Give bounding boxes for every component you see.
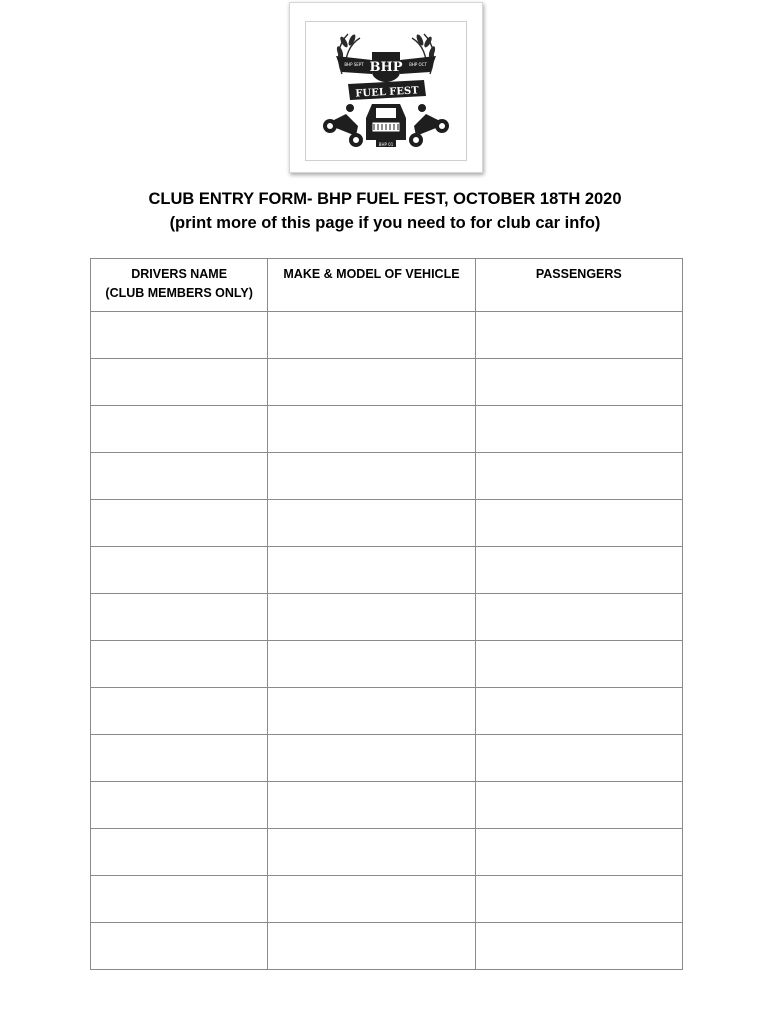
drivers-name-cell[interactable] <box>91 359 268 406</box>
drivers-name-cell[interactable] <box>91 547 268 594</box>
table-row <box>91 829 683 876</box>
table-body <box>91 312 683 970</box>
make-model-cell[interactable] <box>268 688 475 735</box>
make-model-cell[interactable] <box>268 547 475 594</box>
form-subtitle: (print more of this page if you need to for club car info) <box>169 214 601 232</box>
make-model-cell[interactable] <box>268 453 475 500</box>
table-row <box>91 312 683 359</box>
passengers-cell[interactable] <box>475 923 682 970</box>
drivers-name-cell[interactable] <box>91 688 268 735</box>
make-model-cell[interactable] <box>268 829 475 876</box>
header-drivers-name <box>91 259 268 312</box>
header-make-model <box>268 259 475 312</box>
logo-emblem-text: BHP <box>369 60 403 75</box>
drivers-name-cell[interactable] <box>91 453 268 500</box>
drivers-name-cell[interactable] <box>91 500 268 547</box>
header-passengers-line1: PASSENGERS <box>535 267 622 281</box>
drivers-name-cell[interactable] <box>91 594 268 641</box>
passengers-cell[interactable] <box>475 312 682 359</box>
club-entry-table <box>90 258 683 970</box>
passengers-cell[interactable] <box>475 594 682 641</box>
bhp-fuel-fest-logo <box>305 21 467 161</box>
table-header-row <box>91 259 683 312</box>
make-model-cell[interactable] <box>268 641 475 688</box>
header-drivers-name-line2: (CLUB MEMBERS ONLY) <box>105 286 253 300</box>
passengers-cell[interactable] <box>475 688 682 735</box>
passengers-cell[interactable] <box>475 547 682 594</box>
table-row <box>91 406 683 453</box>
header-passengers <box>475 259 682 312</box>
logo-right-tag: BHP OCT <box>409 62 427 67</box>
passengers-cell[interactable] <box>475 406 682 453</box>
header-make-model-line1: MAKE & MODEL OF VEHICLE <box>283 267 460 281</box>
drivers-name-cell[interactable] <box>91 735 268 782</box>
passengers-cell[interactable] <box>475 829 682 876</box>
form-title: CLUB ENTRY FORM- BHP FUEL FEST, OCTOBER 18TH 2020 <box>148 190 622 208</box>
drivers-name-cell[interactable] <box>91 641 268 688</box>
logo-frame <box>289 2 483 173</box>
table-row <box>91 500 683 547</box>
make-model-cell[interactable] <box>268 359 475 406</box>
table-row <box>91 923 683 970</box>
passengers-cell[interactable] <box>475 735 682 782</box>
table-row <box>91 782 683 829</box>
drivers-name-cell[interactable] <box>91 406 268 453</box>
make-model-cell[interactable] <box>268 876 475 923</box>
table-row <box>91 876 683 923</box>
passengers-cell[interactable] <box>475 782 682 829</box>
make-model-cell[interactable] <box>268 500 475 547</box>
drivers-name-cell[interactable] <box>91 782 268 829</box>
logo-left-tag: BHP SEPT <box>344 62 364 67</box>
make-model-cell[interactable] <box>268 782 475 829</box>
table-row <box>91 735 683 782</box>
make-model-cell[interactable] <box>268 923 475 970</box>
make-model-cell[interactable] <box>268 594 475 641</box>
table-row <box>91 594 683 641</box>
drivers-name-cell[interactable] <box>91 829 268 876</box>
passengers-cell[interactable] <box>475 453 682 500</box>
make-model-cell[interactable] <box>268 406 475 453</box>
table-row <box>91 453 683 500</box>
make-model-cell[interactable] <box>268 735 475 782</box>
passengers-cell[interactable] <box>475 641 682 688</box>
header-drivers-name-line1: DRIVERS NAME <box>131 267 228 281</box>
logo-banner-text: FUEL FEST <box>355 85 419 100</box>
fuel-fest-emblem-icon <box>306 22 466 160</box>
table-row <box>91 359 683 406</box>
logo-plate-text: BHP 01 <box>378 142 394 147</box>
table-row <box>91 641 683 688</box>
drivers-name-cell[interactable] <box>91 923 268 970</box>
passengers-cell[interactable] <box>475 500 682 547</box>
drivers-name-cell[interactable] <box>91 312 268 359</box>
passengers-cell[interactable] <box>475 359 682 406</box>
passengers-cell[interactable] <box>475 876 682 923</box>
make-model-cell[interactable] <box>268 312 475 359</box>
drivers-name-cell[interactable] <box>91 876 268 923</box>
table-row <box>91 688 683 735</box>
table-row <box>91 547 683 594</box>
